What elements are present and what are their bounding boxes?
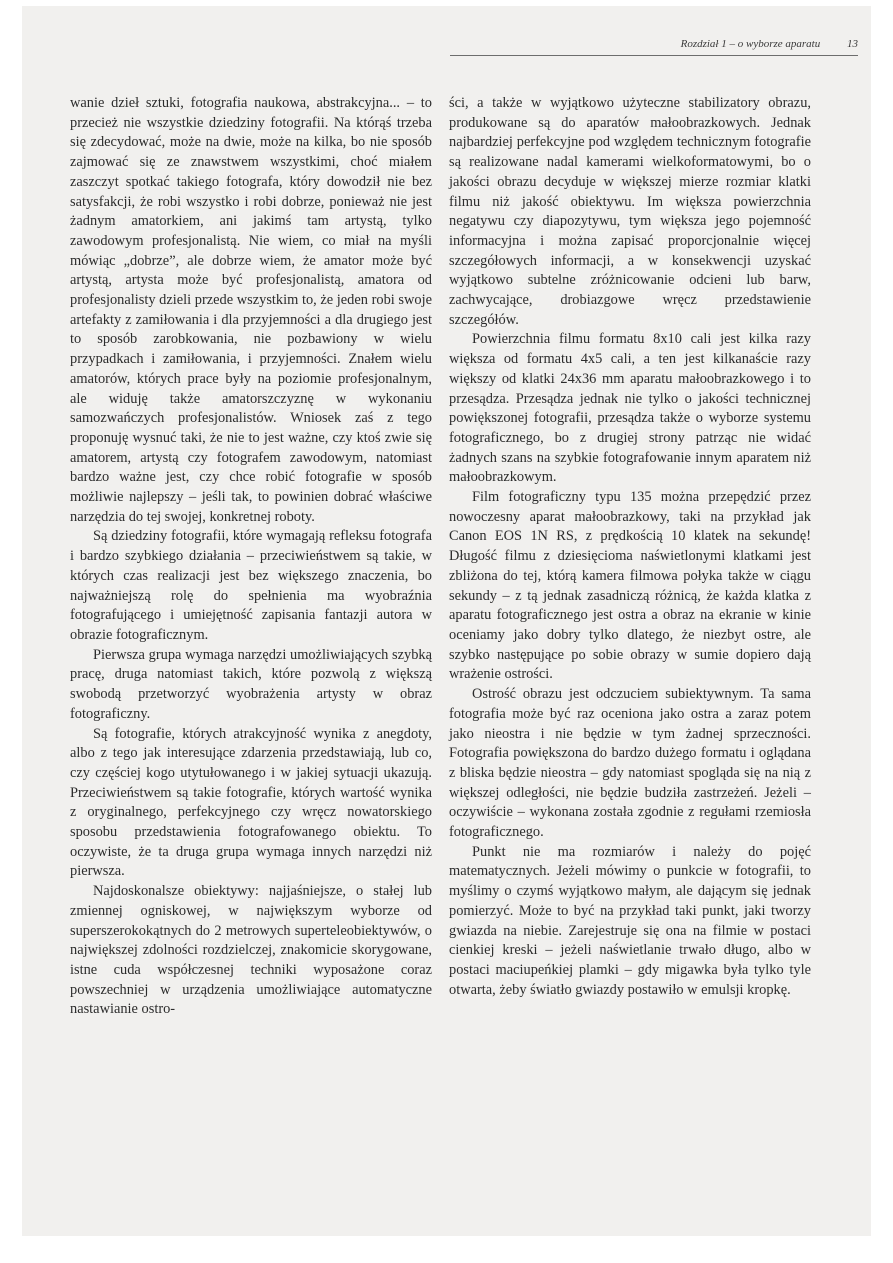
page-number: 13 — [847, 38, 858, 50]
running-header — [450, 38, 858, 54]
paragraph: Powierzchnia filmu formatu 8x10 cali jest kilka razy większa od formatu 4x5 cali, a ten jest kilkanaście razy większy od klatki 24x36 mm aparatu małoobrazkowego i to przesądza. Przesądza jednak nie tylko o jakości technicznej powiększonej fotografii, przesądza także o wyborze systemu fotograficznego, bo z drugiej strony patrząc nie widać żadnych szans na szybkie fotografowanie innym aparatem niż małoobrazkowym. — [449, 331, 811, 486]
paragraph: wanie dzieł sztuki, fotografia naukowa, abstrakcyjna... – to przecież nie wszystkie dziedziny fotografii. Na którąś trzeba się zdecydować, może na dwie, może na kilka, bo nie sposób zajmować się ze znawstwem wszystkimi, choć miałem zaszczyt spotkać takiego fotografa, który dowodził nie bez satysfakcji, że robi wszystko i robi dobrze, ponieważ nie jest żadnym amatorkiem, ani jakimś tam artystą, tylko zawodowym profesjonalistą. Nie wiem, co miał na myśli mówiąc „dobrze”, ale dobrze wiem, że amator może być artystą, artysta może być profesjonalistą, amatora od profesjonalisty dzieli przede wszystkim to, że jeden robi swoje artefakty z zamiłowania i dla przyjemności a dla drugiego jest to sposób zarobkowania, nie pozbawiony w wielu przypadkach i zamiłowania, i przyjemności. Znałem wielu amatorów, których prace były na poziomie profesjonalnym, ale widuję także amatorszczyznę w wykonaniu samozwańczych profesjonalistów. Wniosek zaś z tego proponuję wysnuć taki, że nie to jest ważne, czy ktoś zwie się amatorem, artystą czy fotografem zawodowym, natomiast bardzo ważne jest, czy chce robić fotografie w sposób możliwie najlepszy – jeśli tak, to powinien dobrać właściwe narzędzia do tej swojej, konkretnej roboty. — [70, 95, 432, 525]
chapter-title: Rozdział 1 – o wyborze aparatu — [680, 38, 821, 50]
header-rule — [450, 55, 858, 56]
paragraph: ści, a także w wyjątkowo użyteczne stabilizatory obrazu, produkowane są do aparatów małoobrazkowych. Jednak najbardziej perfekcyjne pod względem technicznym fotografie są realizowane nadal kamerami wielkoformatowymi, bo o jakości obrazu decyduje w większej mierze rozmiar klatki filmu niż jakość obiektywu. Im większa powierzchnia negatywu czy diapozytywu, tym większa jego pojemność informacyjna i można zapisać proporcjonalnie więcej szczegółowych informacji, a w konsekwencji uzyskać wyjątkowo subtelne zróżnicowanie odcieni lub barw, zachwycające, drobiazgowe wręcz przedstawienie szczegółów. — [449, 95, 811, 328]
paragraph: Punkt nie ma rozmiarów i należy do pojęć matematycznych. Jeżeli mówimy o punkcie w fotografii, to myślimy o czymś wyjątkowo małym, ale dającym się jednak pomierzyć. Może to być na przykład taki punkt, jaki tworzy gwiazda na niebie. Zarejestruje się ona na filmie w postaci cienkiej kreski – jeżeli naświetlanie trwało długo, albo w postaci maciupeńkiej plamki – gdy migawka była tylko tyle otwarta, żeby światło gwiazdy postawiło w emulsji kropkę. — [449, 843, 811, 998]
paragraph: Najdoskonalsze obiektywy: najjaśniejsze, o stałej lub zmiennej ogniskowej, w największym wyborze od superszerokokątnych do 2 metrowych superteleobiektywów, o największej zdolności rozdzielczej, znakomicie skorygowane, istne cuda współczesnej techniki wyposażone coraz powszechniej w urządzenia umożliwiające automatyczne nastawianie ostro- — [70, 883, 432, 1018]
paragraph: Ostrość obrazu jest odczuciem subiektywnym. Ta sama fotografia może być raz oceniona jako ostra a zaraz potem jako nieostra i nie będzie w tym żadnej sprzeczności. Fotografia powiększona do bardzo dużego formatu i oglądana z bliska będzie nieostra – gdy natomiast spogląda się na nią z większej odległości, nie będzie budziła zastrzeżeń. Jeżeli – oczywiście – wykonana została zgodnie z regułami rzemiosła fotograficznego. — [449, 686, 811, 841]
paragraph: Są dziedziny fotografii, które wymagają refleksu fotografa i bardzo szybkiego działania – przeciwieństwem są takie, w których czas realizacji jest bez większego znaczenia, bo najważniejszą rolę do spełnienia ma wyobraźnia fotografującego i umiejętność zapisania fantazji autora w obrazie fotograficznym. — [70, 528, 432, 643]
page-bottom-margin — [22, 1236, 871, 1263]
paragraph: Pierwsza grupa wymaga narzędzi umożliwiających szybką pracę, druga natomiast takich, które pozwolą z większą swobodą przetworzyć wyobrażenia artysty w obraz fotograficzny. — [70, 646, 432, 722]
right-text-column — [449, 94, 811, 1000]
paragraph: Są fotografie, których atrakcyjność wynika z anegdoty, albo z tego jak interesujące zdarzenia przedstawiają, lub co, czy częściej kogo utytułowanego i w jakiej sytuacji ukazują. Przeciwieństwem są takie fotografie, których wartość wynika z oryginalnego, perfekcyjnego czy wręcz nowatorskiego sposobu przedstawienia fotografowanego obiektu. To oczywiste, że ta druga grupa wymaga innych narzędzi niż pierwsza. — [70, 725, 432, 880]
left-text-column — [70, 94, 432, 1020]
paragraph: Film fotograficzny typu 135 można przepędzić przez nowoczesny aparat małoobrazkowy, taki na przykład jak Canon EOS 1N RS, z prędkością 10 klatek na sekundę! Długość filmu z dziesięcioma naświetlonymi klatkami jest zbliżona do tej, którą kamera filmowa połyka także w ciągu sekundy – z tą jednak zasadniczą różnicą, że każda klatka z aparatu fotograficznego jest ostra a obraz na ekranie w kinie oceniamy jako dobry tylko dlatego, że niezbyt ostre, ale szybko następujące po sobie obrazy w sumie dopiero dają wrażenie ostrości. — [449, 489, 811, 683]
